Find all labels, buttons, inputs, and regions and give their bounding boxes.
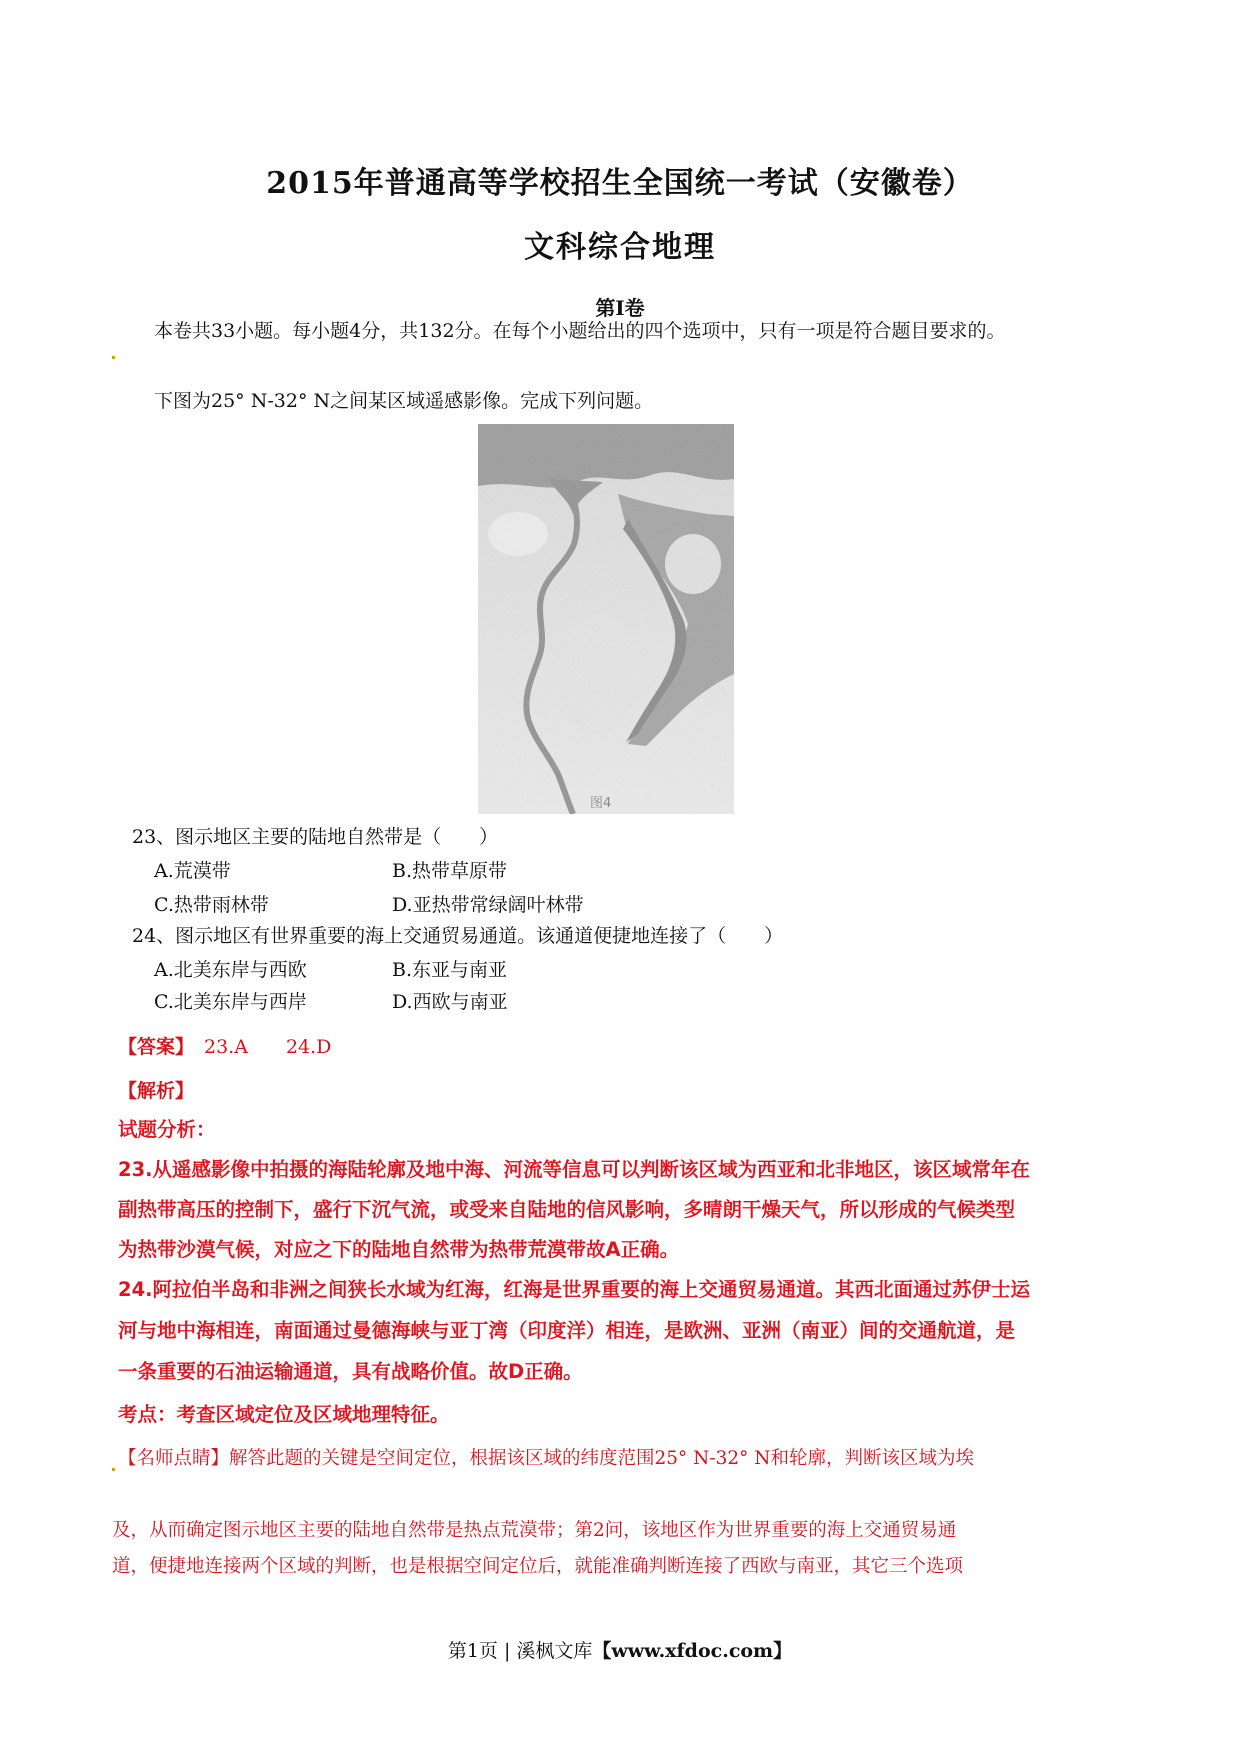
teacher-note-line: 及，从而确定图示地区主要的陆地自然带是热点荒漠带；第2问，该地区作为世界重要的海上交通贸易通 [112,1520,957,1541]
analysis-line: 24.阿拉伯半岛和非洲之间狭长水域为红海，红海是世界重要的海上交通贸易通道。其西北面通过苏伊士运 [118,1278,1031,1301]
footer-text: 第1页 | 溪枫文库 [447,1640,593,1662]
exam-subtitle: 文科综合地理 [524,230,716,265]
q24-option-c: C.北美东岸与西岸 [154,991,307,1013]
q23-option-a: A.荒漠带 [154,860,231,882]
question-24-stem: 24、图示地区有世界重要的海上交通贸易通道。该通道便捷地连接了（ ） [132,925,784,947]
q24-option-a: A.北美东岸与西欧 [154,959,307,981]
q23-option-d: D.亚热带常绿阔叶林带 [392,894,584,916]
q24-option-d: D.西欧与南亚 [392,991,508,1013]
margin-mark [112,356,115,359]
kaodian-text: 考点：考查区域定位及区域地理特征。 [118,1403,450,1426]
analysis-label: 【解析】 [118,1080,195,1102]
footer-site-link[interactable]: 【www.xfdoc.com】 [592,1640,793,1662]
satellite-image [478,424,734,814]
analysis-line: 河与地中海相连，南面通过曼德海峡与亚丁湾（印度洋）相连，是欧洲、亚洲（南亚）间的交通航道，是 [118,1319,1016,1342]
q23-option-c: C.热带雨林带 [154,894,269,916]
q24-option-b: B.东亚与南亚 [392,959,508,981]
answer-values: 23.A 24.D [204,1036,332,1058]
analysis-line: 23.从遥感影像中拍摄的海陆轮廓及地中海、河流等信息可以判断该区域为西亚和北非地区，该区域常年在 [118,1158,1031,1181]
exam-title: 2015年普通高等学校招生全国统一考试（安徽卷） [266,166,974,201]
intro-text: 本卷共33小题。每小题4分，共132分。在每个小题给出的四个选项中，只有一项是符合题目要求的。 [154,320,1006,342]
q23-option-b: B.热带草原带 [392,860,508,882]
page-footer [0,1636,1240,1663]
teacher-note-line: 【名师点睛】解答此题的关键是空间定位，根据该区域的纬度范围25° N-32° N和轮廓，判断该区域为埃 [118,1448,974,1469]
analysis-line: 为热带沙漠气候，对应之下的陆地自然带为热带荒漠带故A正确。 [118,1238,680,1261]
margin-mark [112,1468,115,1471]
teacher-note-line: 道，便捷地连接两个区域的判断，也是根据空间定位后，就能准确判断连接了西欧与南亚，其它三个选项 [112,1556,964,1577]
analysis-sub-label: 试题分析： [118,1118,216,1141]
figure-caption: 图4 [590,796,612,811]
question-prompt: 下图为25° N-32° N之间某区域遥感影像。完成下列问题。 [154,390,654,412]
analysis-line: 副热带高压的控制下，盛行下沉气流，或受来自陆地的信风影响，多晴朗干燥天气，所以形成的气候类型 [118,1198,1016,1221]
satellite-image-icon [478,424,734,814]
analysis-line: 一条重要的石油运输通道，具有战略价值。故D正确。 [118,1360,583,1383]
question-23-stem: 23、图示地区主要的陆地自然带是（ ） [132,826,499,848]
answer-label: 【答案】 [118,1036,195,1058]
volume-heading: 第Ⅰ卷 [595,296,645,320]
